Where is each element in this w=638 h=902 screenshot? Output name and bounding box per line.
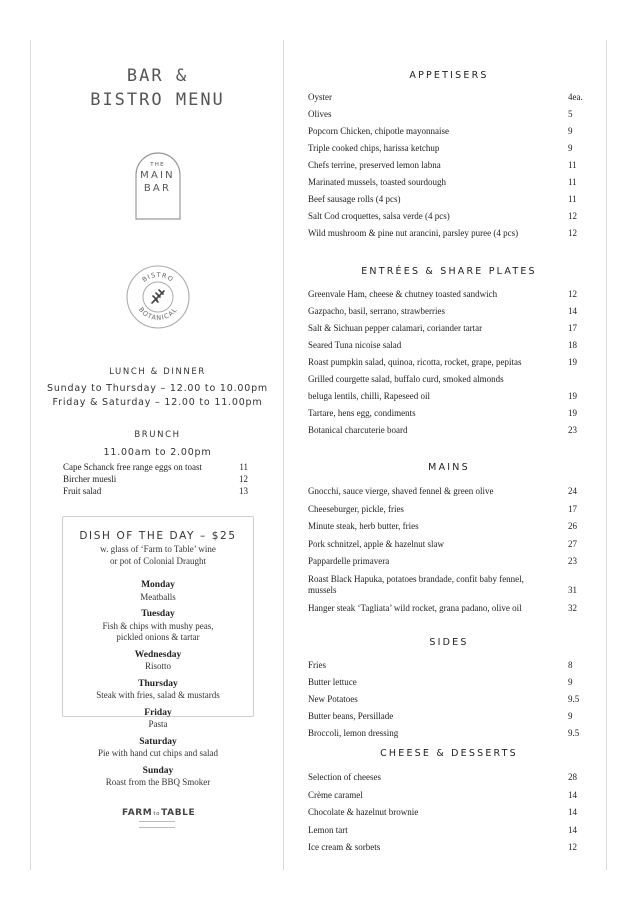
list-item: [308, 211, 588, 228]
day-saturday: Saturday: [139, 736, 177, 747]
entrees-heading: ENTRÉES & SHARE PLATES: [361, 266, 537, 277]
list-item: [308, 143, 588, 160]
sides-list: [308, 660, 588, 745]
item-price: 11: [568, 194, 577, 204]
list-item: [308, 126, 588, 143]
day-wednesday: Wednesday: [134, 649, 182, 660]
list-item: [308, 842, 588, 860]
brunch-item-price: 11: [239, 462, 248, 472]
list-item: [308, 521, 588, 539]
dish-of-the-day-sub-2: or pot of Colonial Draught: [110, 555, 206, 566]
day-friday: Friday: [144, 707, 172, 718]
list-item: [308, 425, 588, 442]
item-name: Seared Tuna nicoise salad: [308, 340, 402, 350]
item-price: 9.5: [568, 694, 580, 704]
item-name: Pork schnitzel, apple & hazelnut slaw: [308, 538, 444, 549]
list-item: [63, 486, 248, 498]
item-price: 17: [568, 323, 577, 333]
day-sunday: Sunday: [142, 765, 174, 776]
farm-to-table-badge: [122, 808, 196, 828]
list-item: [308, 194, 588, 211]
list-item: [308, 603, 588, 621]
brunch-item-price: 12: [239, 473, 248, 484]
item-price: 11: [568, 160, 577, 170]
item-price: 9.5: [568, 728, 580, 738]
meal-friday: Pasta: [148, 719, 168, 729]
item-price: 9: [568, 143, 573, 153]
list-item: [308, 357, 588, 374]
item-price: 19: [568, 408, 577, 418]
item-price: 8: [568, 660, 573, 670]
item-price: 28: [568, 772, 577, 782]
meal-thursday: Steak with fries, salad & mustards: [96, 690, 220, 700]
item-name: Gazpacho, basil, serrano, strawberries: [308, 306, 445, 316]
item-name: Lemon tart: [308, 824, 348, 835]
item-name: Botanical charcuterie board: [308, 425, 408, 435]
item-price: 14: [568, 789, 577, 800]
item-name: Popcorn Chicken, chipotle mayonnaise: [308, 126, 449, 136]
item-price: 9: [568, 126, 573, 136]
bistro-arc-text: BISTRO: [140, 270, 175, 284]
item-name: Salt Cod croquettes, salsa verde (4 pcs): [308, 211, 450, 221]
item-name: Grilled courgette salad, buffalo curd, smoked almonds: [308, 374, 504, 384]
item-price: 17: [568, 503, 577, 514]
item-name: Greenvale Ham, cheese & chutney toasted sandwich: [308, 289, 498, 299]
botanical-arc-text: BOTANICAL: [136, 305, 179, 323]
list-item: [308, 585, 588, 603]
item-name: Selection of cheeses: [308, 772, 381, 782]
item-price: 12: [568, 228, 577, 238]
item-price: 31: [568, 585, 577, 595]
list-item: [308, 160, 588, 177]
menu-title-line1: BAR &: [126, 66, 189, 86]
appetisers-list: [308, 92, 588, 245]
day-tuesday: Tuesday: [141, 609, 175, 619]
item-name: mussels: [308, 585, 337, 595]
list-item: [308, 391, 588, 408]
item-price: 11: [568, 177, 577, 187]
item-price: 26: [568, 521, 577, 531]
item-name: Crème caramel: [308, 789, 363, 800]
mains-heading: MAINS: [428, 462, 470, 473]
item-name: beluga lentils, chilli, Rapeseed oil: [308, 391, 430, 401]
list-item: [308, 574, 588, 586]
item-name: Salt & Sichuan pepper calamari, coriander tartar: [308, 323, 483, 333]
item-name: Tartare, hens egg, condiments: [308, 408, 416, 418]
lunch-dinner-hours-1: Sunday to Thursday – 12.00 to 10.00pm: [47, 383, 268, 394]
item-name: Cheeseburger, pickle, fries: [308, 503, 404, 514]
list-item: [308, 323, 588, 340]
main-bar-logo-bar: BAR: [143, 183, 172, 194]
list-item: [308, 177, 588, 194]
farm-badge-text: FARM: [122, 808, 153, 818]
item-name: Beef sausage rolls (4 pcs): [308, 194, 401, 204]
item-name: Fries: [308, 660, 326, 670]
list-item: [308, 711, 588, 728]
right-margin-rule: [606, 40, 607, 870]
list-item: [308, 109, 588, 126]
brunch-item-name: Cape Schanck free range eggs on toast: [63, 462, 202, 472]
item-price: 32: [568, 602, 577, 613]
sides-heading: SIDES: [429, 637, 469, 648]
item-name: Triple cooked chips, harissa ketchup: [308, 143, 440, 153]
leaf-icon: [152, 290, 164, 303]
main-bar-logo-main: MAIN: [140, 170, 175, 181]
list-item: [308, 728, 588, 745]
list-item: [308, 340, 588, 357]
brunch-hours: 11.00am to 2.00pm: [103, 447, 212, 458]
item-name: Minute steak, herb butter, fries: [308, 521, 419, 531]
meal-saturday: Pie with hand cut chips and salad: [98, 748, 218, 758]
to-badge-text: to: [153, 811, 161, 817]
item-name: New Potatoes: [308, 694, 358, 704]
meal-tuesday-1: Fish & chips with mushy peas,: [102, 620, 214, 631]
item-price: 5: [568, 109, 573, 119]
item-name: Chocolate & hazelnut brownie: [308, 807, 419, 817]
meal-sunday: Roast from the BBQ Smoker: [105, 777, 211, 787]
item-name: Hanger steak ‘Tagliata’ wild rocket, grana padano, olive oil: [308, 602, 522, 613]
item-price: 27: [568, 538, 577, 549]
item-name: Roast Black Hapuka, potatoes brandade, confit baby fennel,: [308, 573, 524, 584]
brunch-list: [63, 462, 248, 497]
item-price: 19: [568, 391, 577, 401]
brunch-item-name: Bircher muesli: [63, 473, 117, 484]
item-price: 9: [568, 711, 573, 721]
bistro-botanical-logo: [0, 264, 315, 330]
list-item: [63, 462, 248, 474]
desserts-heading: CHEESE & DESSERTS: [380, 748, 518, 759]
main-bar-logo-the: THE: [150, 162, 165, 168]
brunch-heading: BRUNCH: [134, 430, 181, 440]
item-name: Broccoli, lemon dressing: [308, 728, 399, 738]
lunch-dinner-hours-2: Friday & Saturday – 12.00 to 11.00pm: [52, 397, 263, 408]
dish-of-the-day-sub-1: w. glass of ‘Farm to Table’ wine: [100, 544, 216, 554]
list-item: [308, 807, 588, 825]
meal-tuesday-2: pickled onions & tartar: [116, 632, 200, 642]
list-item: [308, 790, 588, 808]
item-price: 23: [568, 556, 577, 566]
menu-title-line2: BISTRO MENU: [90, 90, 225, 110]
item-name: Chefs terrine, preserved lemon labna: [308, 160, 441, 170]
item-name: Marinated mussels, toasted sourdough: [308, 177, 446, 187]
day-monday: Monday: [141, 580, 175, 590]
item-name: Oyster: [308, 92, 332, 102]
farm-to-table-fine-print-icon: [139, 821, 175, 828]
dish-of-the-day-title: DISH OF THE DAY – $25: [79, 530, 237, 542]
list-item: [63, 474, 248, 486]
item-price: 9: [568, 677, 573, 687]
item-price: 24: [568, 486, 577, 496]
item-price: 4ea.: [568, 92, 583, 102]
appetisers-heading: APPETISERS: [409, 70, 489, 81]
list-item: [308, 660, 588, 677]
item-name: Ice cream & sorbets: [308, 842, 381, 852]
item-name: Wild mushroom & pine nut arancini, parsley puree (4 pcs): [308, 228, 519, 238]
day-thursday: Thursday: [138, 678, 178, 689]
item-price: 19: [568, 357, 577, 367]
item-name: Gnocchi, sauce vierge, shaved fennel & green olive: [308, 486, 494, 496]
brunch-item-price: 13: [239, 485, 248, 496]
item-name: Pappardelle primavera: [308, 556, 390, 566]
table-badge-text: TABLE: [161, 808, 196, 818]
brunch-item-name: Fruit salad: [63, 485, 102, 496]
list-item: [308, 92, 588, 109]
list-item: [308, 677, 588, 694]
entrees-list: [308, 289, 588, 442]
list-item: [308, 556, 588, 574]
item-name: Butter lettuce: [308, 677, 357, 687]
meal-monday: Meatballs: [140, 591, 176, 602]
item-name: Roast pumpkin salad, quinoa, ricotta, rocket, grape, pepitas: [308, 357, 522, 367]
list-item: [308, 374, 588, 391]
item-name: Butter beans, Persillade: [308, 711, 394, 721]
dish-of-the-day-box: [62, 516, 254, 787]
list-item: [308, 694, 588, 711]
item-price: 23: [568, 425, 577, 435]
list-item: [308, 289, 588, 306]
desserts-list: [308, 772, 588, 860]
list-item: [308, 306, 588, 323]
item-price: 12: [568, 842, 577, 852]
list-item: [308, 539, 588, 557]
item-name: Olives: [308, 109, 332, 119]
item-price: 12: [568, 211, 577, 221]
list-item: [308, 772, 588, 790]
list-item: [308, 228, 588, 245]
item-price: 14: [568, 824, 577, 835]
item-price: 18: [568, 340, 577, 350]
meal-wednesday: Risotto: [144, 661, 171, 671]
mains-list: [308, 486, 588, 620]
list-item: [308, 825, 588, 843]
item-price: 14: [568, 807, 577, 817]
item-price: 12: [568, 289, 577, 299]
list-item: [308, 504, 588, 522]
list-item: [308, 486, 588, 504]
item-price: 14: [568, 306, 577, 316]
lunch-dinner-heading: LUNCH & DINNER: [109, 367, 206, 377]
list-item: [308, 408, 588, 425]
